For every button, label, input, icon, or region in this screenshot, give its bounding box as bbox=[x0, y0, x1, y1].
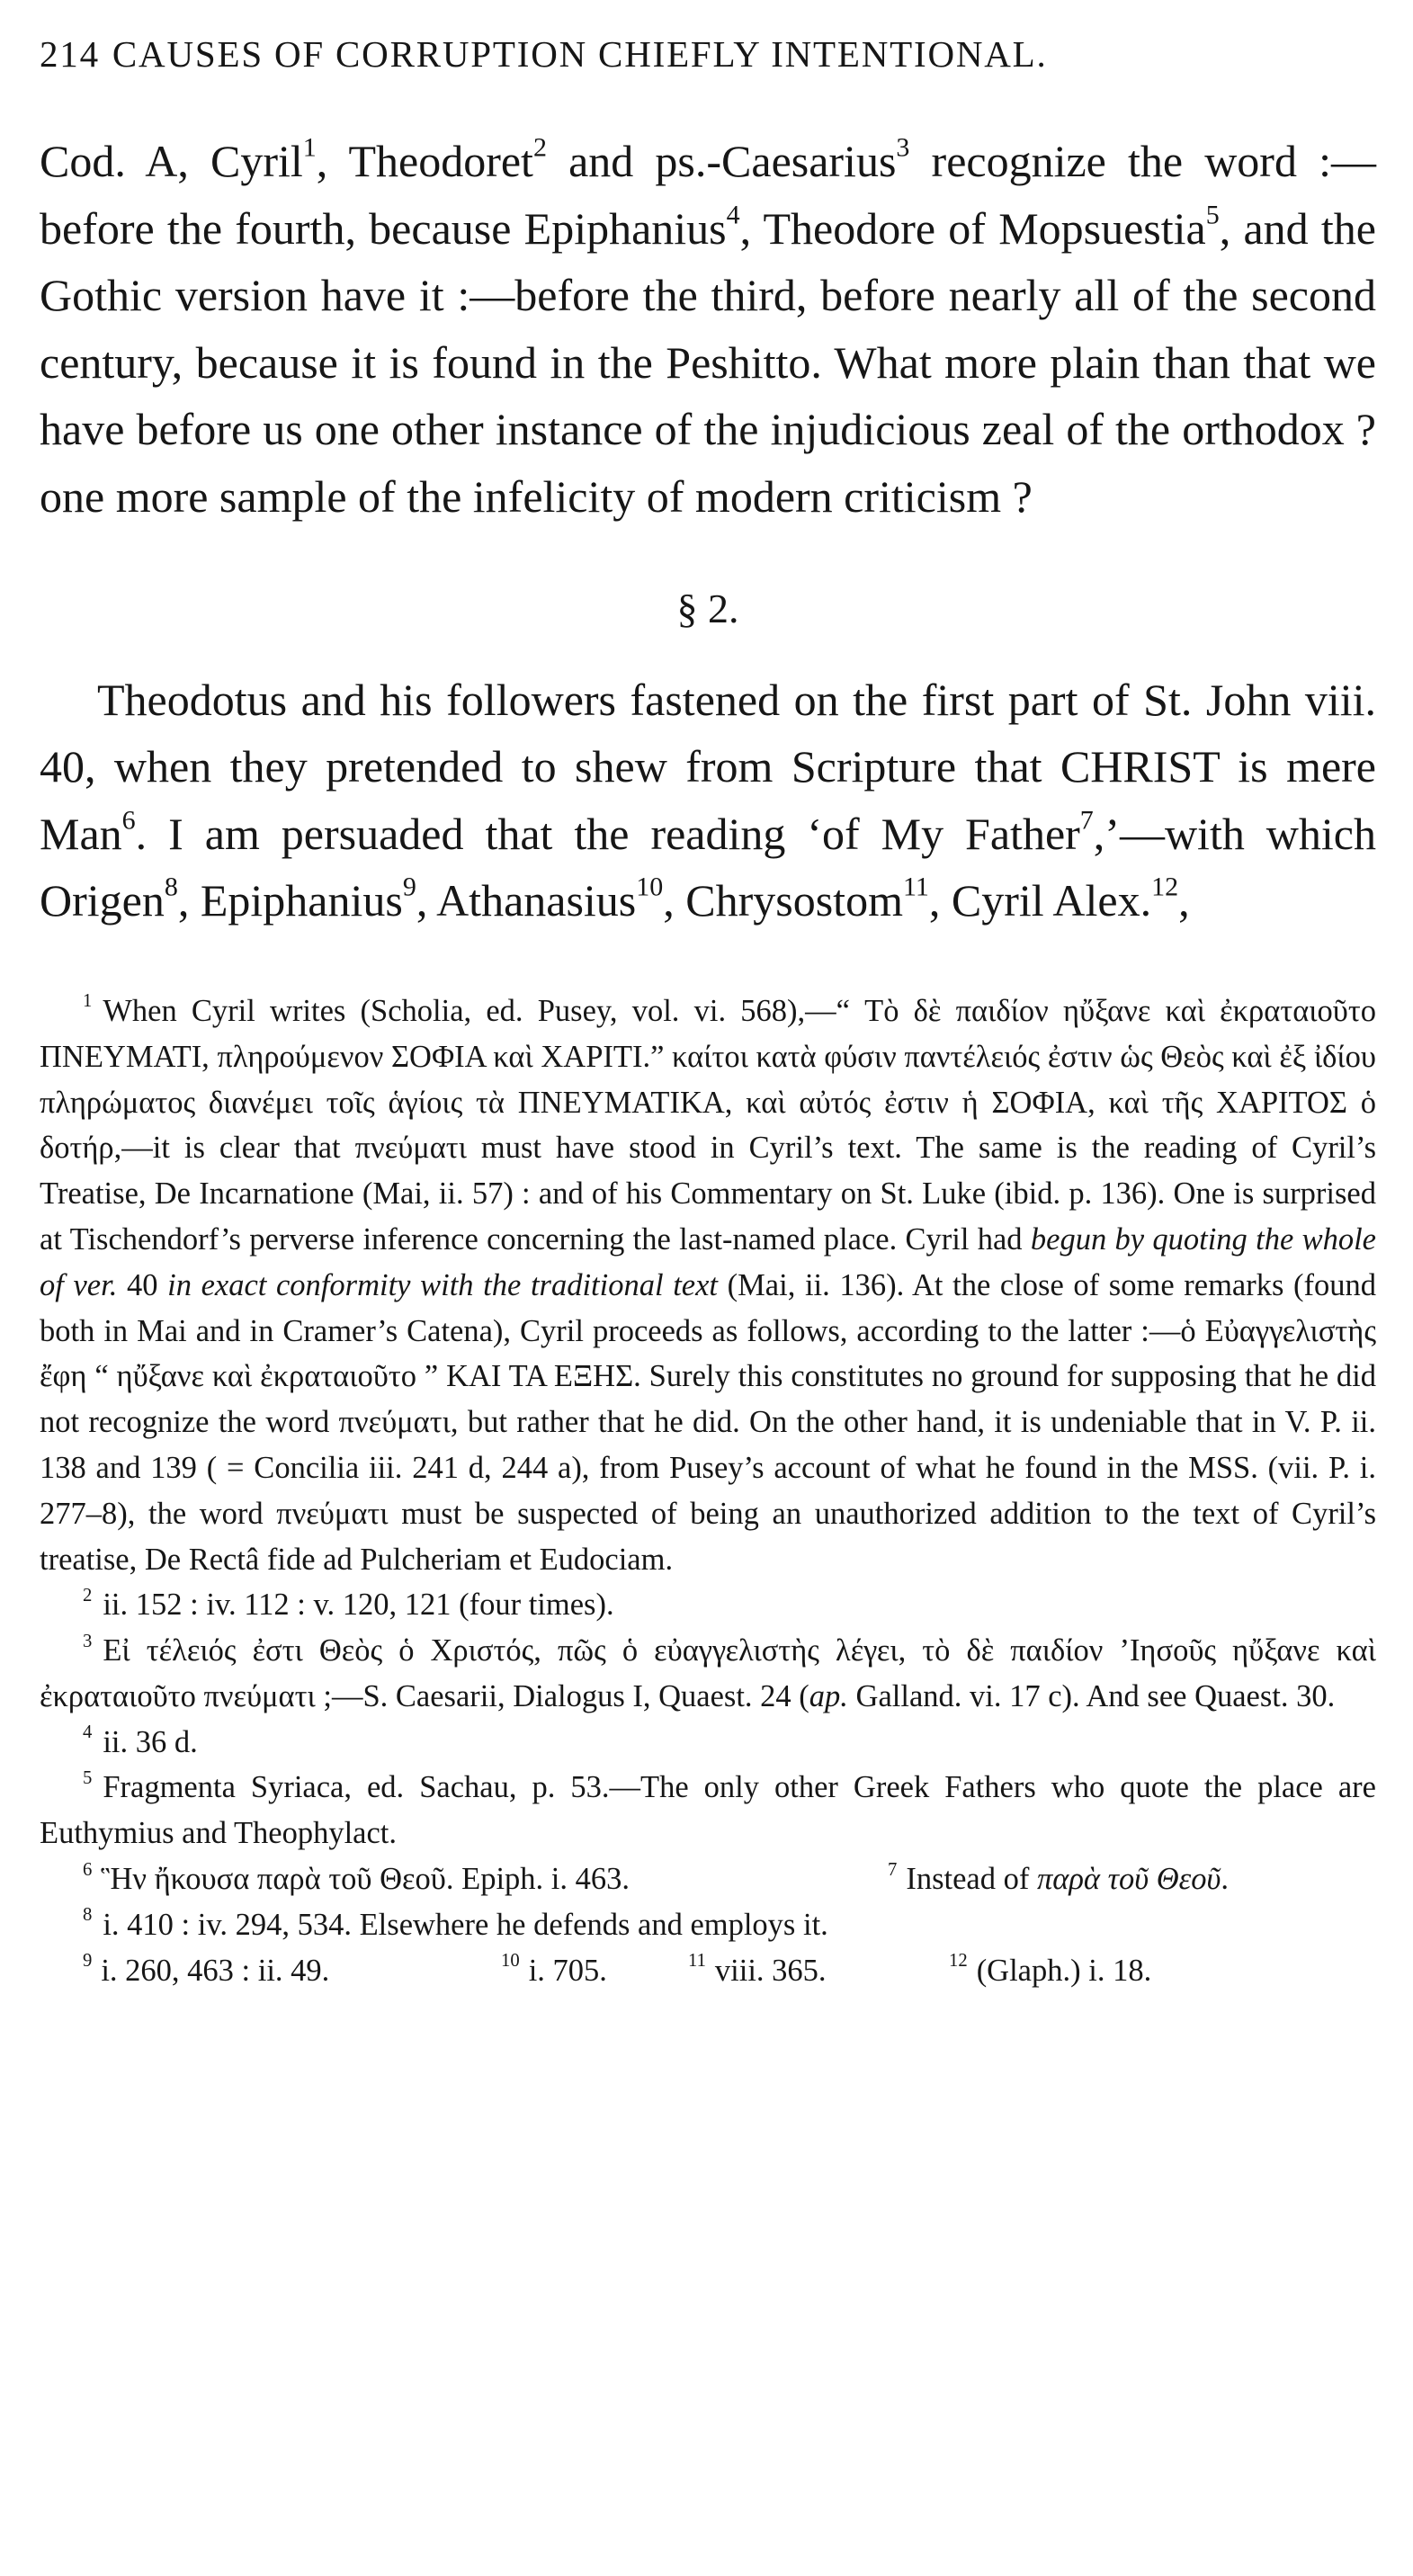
text-span: recognize the word :—before the fourth, because Epiphanius bbox=[40, 136, 1376, 254]
text-span: Theodotus and his followers fastened on the first part of St. John viii. 40, when they pretended to shew from Scripture that CHRIST is mere Man bbox=[40, 674, 1376, 859]
footnote-ref-6[interactable]: 6 bbox=[121, 805, 136, 836]
footnote-italic: ap. bbox=[809, 1678, 848, 1713]
footnote-10 bbox=[501, 1948, 688, 1994]
footnote-5 bbox=[40, 1765, 1376, 1856]
text-span: ,’—with which Origen bbox=[40, 808, 1377, 926]
footnote-row-6-7 bbox=[40, 1856, 1376, 1902]
text-span: , Cyril Alex. bbox=[928, 875, 1152, 926]
section-heading: § 2. bbox=[676, 585, 739, 631]
footnote-ref-4[interactable]: 4 bbox=[726, 200, 740, 230]
footnote-text: 40 bbox=[117, 1267, 168, 1302]
footnote-3 bbox=[40, 1628, 1376, 1720]
footnote-marker: 11 bbox=[688, 1951, 706, 1972]
footnote-1 bbox=[40, 988, 1376, 1582]
footnote-ref-7[interactable]: 7 bbox=[1079, 805, 1094, 836]
text-span: and ps.-Caesarius bbox=[546, 136, 897, 186]
footnote-ref-12[interactable]: 12 bbox=[1151, 872, 1179, 902]
footnote-text: When Cyril writes (Scholia, ed. Pusey, vol. vi. 568),—“ Τὸ δὲ παιδίον ηὔξανε καὶ ἐκραταιοῦτο ΠΝΕΥΜΑΤΙ, πληρούμενον ΣΟΦΙΑ καὶ ΧΑΡΙΤΙ.” καίτοι κατὰ φύσιν παντέλειός ἐστιν ὡς Θεὸς καὶ ἐξ ἰδίου πληρώματος διανέμει τοῖς ἁγίοις τὰ ΠΝΕΥΜΑΤΙΚΑ, καὶ αὐτός ἐστιν ἡ ΣΟΦΙΑ, καὶ τῆς ΧΑΡΙΤΟΣ ὁ δοτήρ,—it is clear that πνεύματι must have stood in Cyril’s text. The same is the reading of Cyril’s Treatise, De Incarnatione (Mai, ii. 57) : and of his Commentary on St. Luke (ibid. p. 136). One is surprised at Tischendorf’s perverse inference concerning the last-named place. Cyril had bbox=[40, 993, 1376, 1257]
footnote-ref-5[interactable]: 5 bbox=[1205, 200, 1220, 230]
footnote-text: Fragmenta Syriaca, ed. Sachau, p. 53.—The only other Greek Fathers who quote the place are Euthymius and Theophylact. bbox=[40, 1770, 1376, 1851]
footnote-12 bbox=[949, 1948, 1151, 1994]
footnote-marker: 7 bbox=[888, 1859, 898, 1880]
text-span: Cod. A, Cyril bbox=[40, 136, 303, 186]
text-span: , bbox=[1178, 875, 1190, 926]
footnote-9 bbox=[83, 1948, 501, 1994]
footnote-ref-1[interactable]: 1 bbox=[302, 132, 317, 163]
footnote-marker: 9 bbox=[83, 1951, 93, 1972]
running-head bbox=[40, 27, 1376, 81]
footnote-ref-11[interactable]: 11 bbox=[902, 872, 929, 902]
footnote-8 bbox=[40, 1902, 1376, 1948]
footnote-ref-10[interactable]: 10 bbox=[636, 872, 664, 902]
footnote-text: i. 260, 463 : ii. 49. bbox=[101, 1953, 330, 1988]
footnote-ref-3[interactable]: 3 bbox=[896, 132, 910, 163]
footnote-marker: 4 bbox=[83, 1722, 93, 1743]
text-span: , Theodoret bbox=[316, 136, 533, 186]
footnote-marker: 12 bbox=[949, 1951, 968, 1972]
page-number: 214 bbox=[40, 33, 100, 75]
footnote-text: ii. 36 d. bbox=[103, 1724, 198, 1759]
footnote-marker: 5 bbox=[83, 1767, 93, 1788]
text-span: , Athanasius bbox=[416, 875, 637, 926]
footnote-text: ii. 152 : iv. 112 : v. 120, 121 (four times). bbox=[103, 1588, 614, 1623]
text-span: , Epiphanius bbox=[177, 875, 403, 926]
footnote-text: Galland. vi. 17 c). And see Quaest. 30. bbox=[847, 1678, 1336, 1713]
footnote-2 bbox=[40, 1582, 1376, 1628]
footnote-italic: παρὰ τοῦ Θεοῦ bbox=[1036, 1862, 1221, 1897]
running-title: CAUSES OF CORRUPTION CHIEFLY INTENTIONAL. bbox=[112, 33, 1048, 75]
footnote-text: (Glaph.) i. 18. bbox=[976, 1953, 1152, 1988]
footnote-ref-9[interactable]: 9 bbox=[402, 872, 416, 902]
text-span: , and the Gothic version have it :—before the third, before nearly all of the second century, because it is found in the Peshitto. What more plain than that we have before us one other instance of the injudicious zeal of the orthodox ? one more sample of the infelicity of modern criticism ? bbox=[40, 202, 1376, 522]
footnote-text: i. 410 : iv. 294, 534. Elsewhere he defends and employs it. bbox=[103, 1907, 828, 1942]
footnote-4 bbox=[40, 1720, 1376, 1766]
footnote-11 bbox=[688, 1948, 949, 1994]
footnotes bbox=[40, 988, 1376, 1994]
footnote-7 bbox=[888, 1856, 1229, 1902]
footnote-marker: 8 bbox=[83, 1905, 93, 1926]
footnote-marker: 6 bbox=[83, 1859, 93, 1880]
text-span: , Theodore of Mopsuestia bbox=[739, 202, 1206, 254]
footnote-6 bbox=[83, 1856, 888, 1902]
footnote-text: Ἣν ἤκουσα παρὰ τοῦ Θεοῦ. Epiph. i. 463. bbox=[101, 1862, 630, 1897]
footnote-text: Instead of bbox=[906, 1862, 1037, 1897]
footnote-marker: 10 bbox=[501, 1951, 520, 1972]
footnote-text: (Mai, ii. 136). At the close of some remarks (found both in Mai and in Cramer’s Catena), Cyril proceeds as follows, according to the latter :—ὁ Εὐαγγελιστὴς ἔφη “ ηὔξανε καὶ ἐκραταιοῦτο ” ΚΑΙ ΤΑ ΕΞΗΣ. Surely this constitutes no ground for supposing that he did not recognize the word πνεύματι, but rather that he did. On the other hand, it is undeniable that in V. P. ii. 138 and 139 ( = Concilia iii. 241 d, 244 a), from Pusey’s account of what he found in the MSS. (vii. P. i. 277–8), the word πνεύματι must be suspected of being an unauthorized addition to the text of Cyril’s treatise, De Rectâ fide ad Pulcheriam et Eudociam. bbox=[40, 1267, 1376, 1577]
footnote-ref-8[interactable]: 8 bbox=[164, 872, 178, 902]
footnote-marker: 2 bbox=[83, 1585, 93, 1606]
book-page bbox=[40, 27, 1376, 1993]
footnote-ref-2[interactable]: 2 bbox=[532, 132, 547, 163]
footnote-text: . bbox=[1221, 1862, 1229, 1897]
footnote-row-9-12 bbox=[40, 1948, 1376, 1994]
text-span: , Chrysostom bbox=[663, 875, 903, 926]
footnote-text: i. 705. bbox=[528, 1953, 607, 1988]
footnote-italic: begun by quoting the whole of ver. bbox=[40, 1221, 1376, 1302]
footnote-marker: 3 bbox=[83, 1631, 93, 1651]
paragraph-2 bbox=[40, 666, 1376, 935]
footnote-marker: 1 bbox=[83, 991, 93, 1012]
footnote-text: viii. 365. bbox=[714, 1953, 827, 1988]
paragraph-1 bbox=[40, 128, 1376, 531]
footnote-text: Εἰ τέλειός ἐστι Θεὸς ὁ Χριστός, πῶς ὁ εὐαγγελιστὴς λέγει, τὸ δὲ παιδίον ’Ιησοῦς ηὔξανε καὶ ἐκραταιοῦτο πνεύματι ;—S. Caesarii, Dialogus I, Quaest. 24 ( bbox=[40, 1633, 1376, 1713]
footnote-italic: in exact conformity with the traditional text bbox=[167, 1267, 718, 1302]
text-span: . I am persuaded that the reading ‘of My Father bbox=[135, 808, 1080, 859]
